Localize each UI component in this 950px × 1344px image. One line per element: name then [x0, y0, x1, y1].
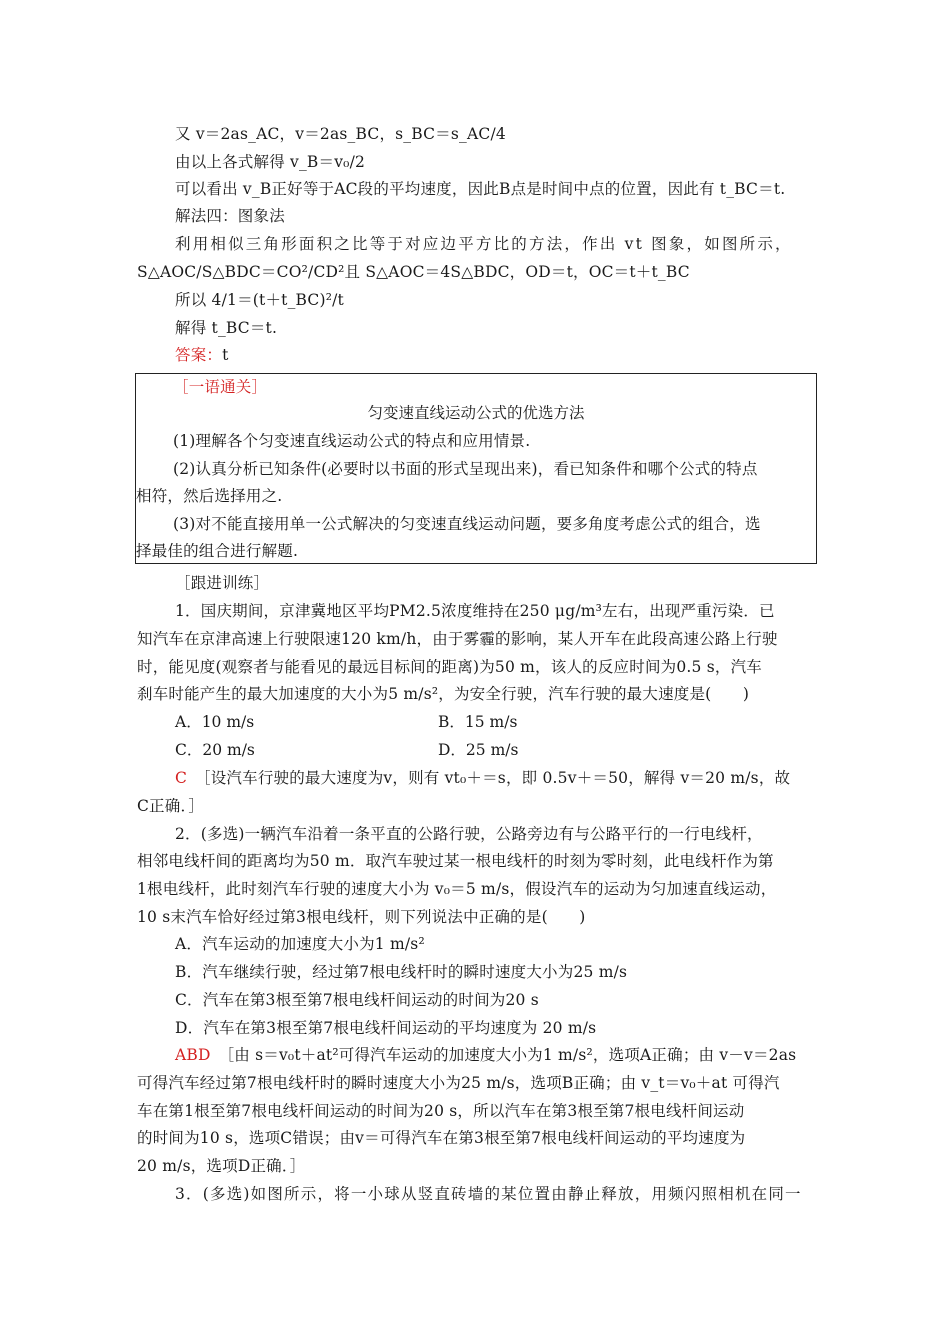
question-line: 1．国庆期间，京津冀地区平均PM2.5浓度维持在250 μg/m³左右，出现严重污染．已: [175, 602, 775, 620]
answer-line: [175, 345, 229, 365]
solution-heading: 解法四：图象法: [175, 207, 285, 225]
summary-tag: ［一语通关］: [173, 378, 268, 396]
q1-explanation: ［设汽车行驶的最大速度为v，则有 vt₀＋＝s，即 0.5v＋＝50，解得 v＝20 m/s，故: [202, 769, 791, 787]
summary-line: 相符，然后选择用之.: [136, 487, 283, 505]
summary-line: (2)认真分析已知条件(必要时以书面的形式呈现出来)，看已知条件和哪个公式的特点: [173, 460, 758, 478]
option-b: B．汽车继续行驶，经过第7根电线杆时的瞬时速度大小为25 m/s: [175, 963, 628, 981]
q2-explanation: ［由 s＝v₀t＋at²可得汽车运动的加速度大小为1 m/s²，选项A正确；由 v－v＝2as: [226, 1046, 797, 1064]
q1-answer: C: [175, 769, 188, 787]
question-line: 2．(多选)一辆汽车沿着一条平直的公路行驶，公路旁边有与公路平行的一行电线杆，: [175, 825, 763, 843]
explanation-line: 20 m/s，选项D正确．］: [137, 1157, 306, 1175]
option-a: A．10 m/s: [175, 713, 255, 731]
option-d: D．25 m/s: [438, 741, 519, 759]
question-line: 时，能见度(观察者与能看见的最远目标间的距离)为50 m，该人的反应时间为0.5 s，汽车: [137, 658, 762, 676]
question-line: 3．(多选)如图所示，将一小球从竖直砖墙的某位置由静止释放，用频闪照相机在同一: [175, 1185, 802, 1203]
explanation-line: C正确．］: [137, 797, 205, 815]
solution-line: 利用相似三角形面积之比等于对应边平方比的方法，作出 vt 图象，如图所示，: [175, 235, 793, 253]
summary-line: (3)对不能直接用单一公式解决的匀变速直线运动问题，要多角度考虑公式的组合，选: [173, 515, 761, 533]
option-c: C．20 m/s: [175, 741, 255, 759]
solution-line: 又 v＝2as_AC，v＝2as_BC，s_BC＝s_AC/4: [175, 125, 506, 143]
solution-line: S△AOC/S△BDC＝CO²/CD²且 S△AOC＝4S△BDC，OD＝t，OC＝t＋t_BC: [137, 263, 690, 281]
answer-label: 答案：: [175, 346, 223, 364]
practice-header: ［跟进训练］: [175, 574, 270, 592]
summary-title: 匀变速直线运动公式的优选方法: [367, 404, 585, 422]
explanation-line: [175, 1045, 796, 1065]
summary-box: [135, 373, 817, 564]
summary-line: (1)理解各个匀变速直线运动公式的特点和应用情景.: [173, 432, 531, 450]
solution-line: 解得 t_BC＝t.: [175, 319, 278, 337]
summary-line: 择最佳的组合进行解题.: [136, 542, 299, 560]
explanation-line: [175, 768, 790, 788]
option-b: B．15 m/s: [438, 713, 518, 731]
question-line: 知汽车在京津高速上行驶限速120 km/h，由于雾霾的影响，某人开车在此段高速公路上行驶: [137, 630, 778, 648]
explanation-line: 的时间为10 s，选项C错误；由v＝可得汽车在第3根至第7根电线杆间运动的平均速度为: [137, 1129, 746, 1147]
question-line: 10 s末汽车恰好经过第3根电线杆，则下列说法中正确的是( ): [137, 908, 586, 926]
question-line: 1根电线杆，此时刻汽车行驶的速度大小为 v₀＝5 m/s，假设汽车的运动为匀加速直线运动，: [137, 880, 777, 898]
answer-value: t: [222, 346, 229, 364]
solution-line: 可以看出 v_B正好等于AC段的平均速度，因此B点是时间中点的位置，因此有 t_BC＝t.: [175, 180, 786, 198]
explanation-line: 车在第1根至第7根电线杆间运动的时间为20 s，所以汽车在第3根至第7根电线杆间运动: [137, 1102, 745, 1120]
option-c: C．汽车在第3根至第7根电线杆间运动的时间为20 s: [175, 991, 539, 1009]
solution-line: 由以上各式解得 v_B＝v₀/2: [175, 153, 366, 171]
question-line: 刹车时能产生的最大加速度的大小为5 m/s²，为安全行驶，汽车行驶的最大速度是( ): [137, 685, 750, 703]
explanation-line: 可得汽车经过第7根电线杆时的瞬时速度大小为25 m/s，选项B正确；由 v_t＝v₀＋at 可得汽: [137, 1074, 780, 1092]
option-d: D．汽车在第3根至第7根电线杆间运动的平均速度为 20 m/s: [175, 1019, 597, 1037]
question-line: 相邻电线杆间的距离均为50 m．取汽车驶过某一根电线杆的时刻为零时刻，此电线杆作为第: [137, 852, 774, 870]
option-a: A．汽车运动的加速度大小为1 m/s²: [175, 935, 425, 953]
solution-line: 所以 4/1＝(t＋t_BC)²/t: [175, 291, 344, 309]
q2-answer: ABD: [175, 1046, 211, 1064]
